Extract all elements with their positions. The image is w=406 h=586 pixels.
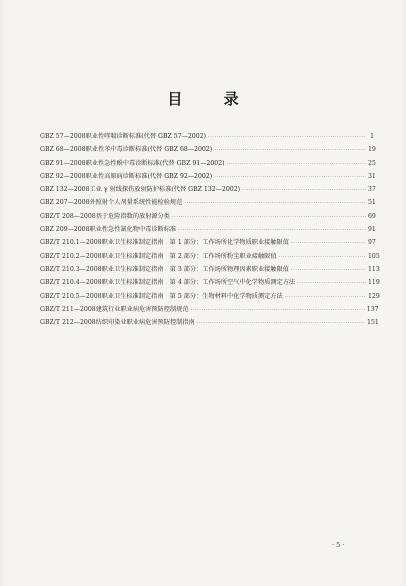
toc-entry[interactable] [40, 183, 374, 196]
leader-dots [178, 224, 366, 237]
page-number: 113 [368, 265, 380, 273]
leader-dots [214, 171, 366, 184]
standard-name: 职业性急性酚中毒诊断标准(代替 GBZ 91—2002) [85, 159, 225, 167]
page-number: 25 [368, 159, 376, 167]
leader-dots [172, 211, 366, 224]
standard-name: 职业性哮喘诊断标准(代替 GBZ 57—2002) [85, 133, 206, 140]
leader-dots [279, 251, 366, 264]
toc-entry[interactable] [40, 250, 380, 263]
toc-entry[interactable] [40, 276, 380, 289]
leader-dots [208, 131, 366, 144]
standard-code: GBZ/T 210.2—2008 [40, 252, 102, 260]
standard-code: GBZ 92—2008 [40, 172, 86, 180]
standard-code: GBZ 91—2008 [40, 159, 86, 167]
standard-code: GBZ/T 210.4—2008 [40, 279, 102, 287]
toc-entry[interactable] [40, 143, 374, 156]
page-number: 129 [368, 292, 380, 300]
standard-name: 建筑行业职业病危害预防控制规范 [95, 305, 189, 313]
standard-code: GBZ/T 211—2008 [40, 305, 96, 313]
toc-entry[interactable] [40, 316, 379, 329]
standard-name: 工业 γ 射线探伤放射防护标准(代替 GBZ 132—2002) [89, 186, 241, 194]
page-number: 119 [368, 279, 380, 287]
standard-code: GBZ 207—2008 [40, 199, 90, 207]
standard-name: 职业卫生标准制定指南 第 3 部分：工作场所物理因素职业接触限值 [101, 265, 289, 273]
page-number: 105 [368, 252, 380, 260]
standard-name: 职业性苯中毒诊断标准(代替 GBZ 68—2002) [85, 146, 213, 154]
leader-dots [191, 304, 365, 317]
leader-dots [197, 317, 365, 330]
toc-entry[interactable] [40, 223, 374, 236]
standard-name: 纺织印染业职业病危害预防控制指南 [95, 319, 195, 327]
leader-dots [214, 144, 366, 157]
page-number: 151 [367, 319, 379, 327]
table-of-contents [40, 130, 380, 329]
leader-dots [227, 158, 366, 171]
toc-entry[interactable] [40, 157, 374, 170]
standard-name: 职业性急性氰化物中毒诊断标准 [89, 226, 177, 234]
toc-entry[interactable] [40, 290, 380, 303]
standard-name: 职业卫生标准制定指南 第 4 部分：工作场所空气中化学物质测定方法 [101, 279, 296, 287]
standard-code: GBZ 57—2008 [40, 133, 86, 140]
page-number: 91 [368, 226, 376, 234]
leader-dots [184, 197, 366, 210]
standard-code: GBZ/T 212—2008 [40, 319, 96, 327]
standard-name: 职业卫生标准制定指南 第 2 部分：工作场所粉尘职业接触限值 [101, 252, 277, 260]
toc-entry[interactable] [40, 196, 374, 209]
toc-entry[interactable] [40, 303, 379, 316]
leader-dots [291, 264, 366, 277]
page-number: 69 [368, 212, 376, 220]
standard-code: GBZ/T 210.1—2008 [40, 239, 102, 247]
leader-dots [291, 237, 366, 250]
page-number: 1 [370, 133, 374, 140]
page-folio: · 5 · [332, 541, 345, 549]
standard-code: GBZ/T 210.5—2008 [40, 292, 102, 300]
standard-name: 职业卫生标准制定指南 第 5 部分：生物材料中化学物质测定方法 [101, 292, 283, 300]
page-number: 19 [368, 146, 376, 154]
standard-name: 职业卫生标准制定指南 第 1 部分：工作场所化学物质职业接触限值 [101, 239, 289, 247]
toc-entry[interactable] [40, 263, 380, 276]
standard-code: GBZ 132—2008 [40, 186, 90, 194]
page-title: 目 录 [167, 90, 257, 108]
standard-name: 基于危险指数的放射源分类 [95, 212, 170, 220]
standard-code: GBZ 68—2008 [40, 146, 86, 154]
toc-entry[interactable] [40, 130, 374, 143]
page-number: 37 [368, 186, 376, 194]
page-number: 137 [366, 305, 379, 313]
toc-entry[interactable] [40, 170, 374, 183]
standard-code: GBZ/T 208—2008 [40, 212, 96, 220]
toc-entry[interactable] [40, 236, 374, 249]
toc-entry[interactable] [40, 210, 374, 223]
page-number: 31 [368, 172, 376, 180]
leader-dots [242, 184, 366, 197]
leader-dots [297, 277, 366, 290]
standard-name: 外照射个人剂量系统性能检验规范 [89, 199, 183, 207]
standard-name: 职业性高原病诊断标准(代替 GBZ 92—2002) [85, 172, 213, 180]
page-number: 51 [368, 199, 376, 207]
leader-dots [285, 291, 366, 304]
standard-code: GBZ 209—2008 [40, 226, 90, 234]
page-number: 97 [368, 239, 376, 247]
standard-code: GBZ/T 210.3—2008 [40, 265, 102, 273]
